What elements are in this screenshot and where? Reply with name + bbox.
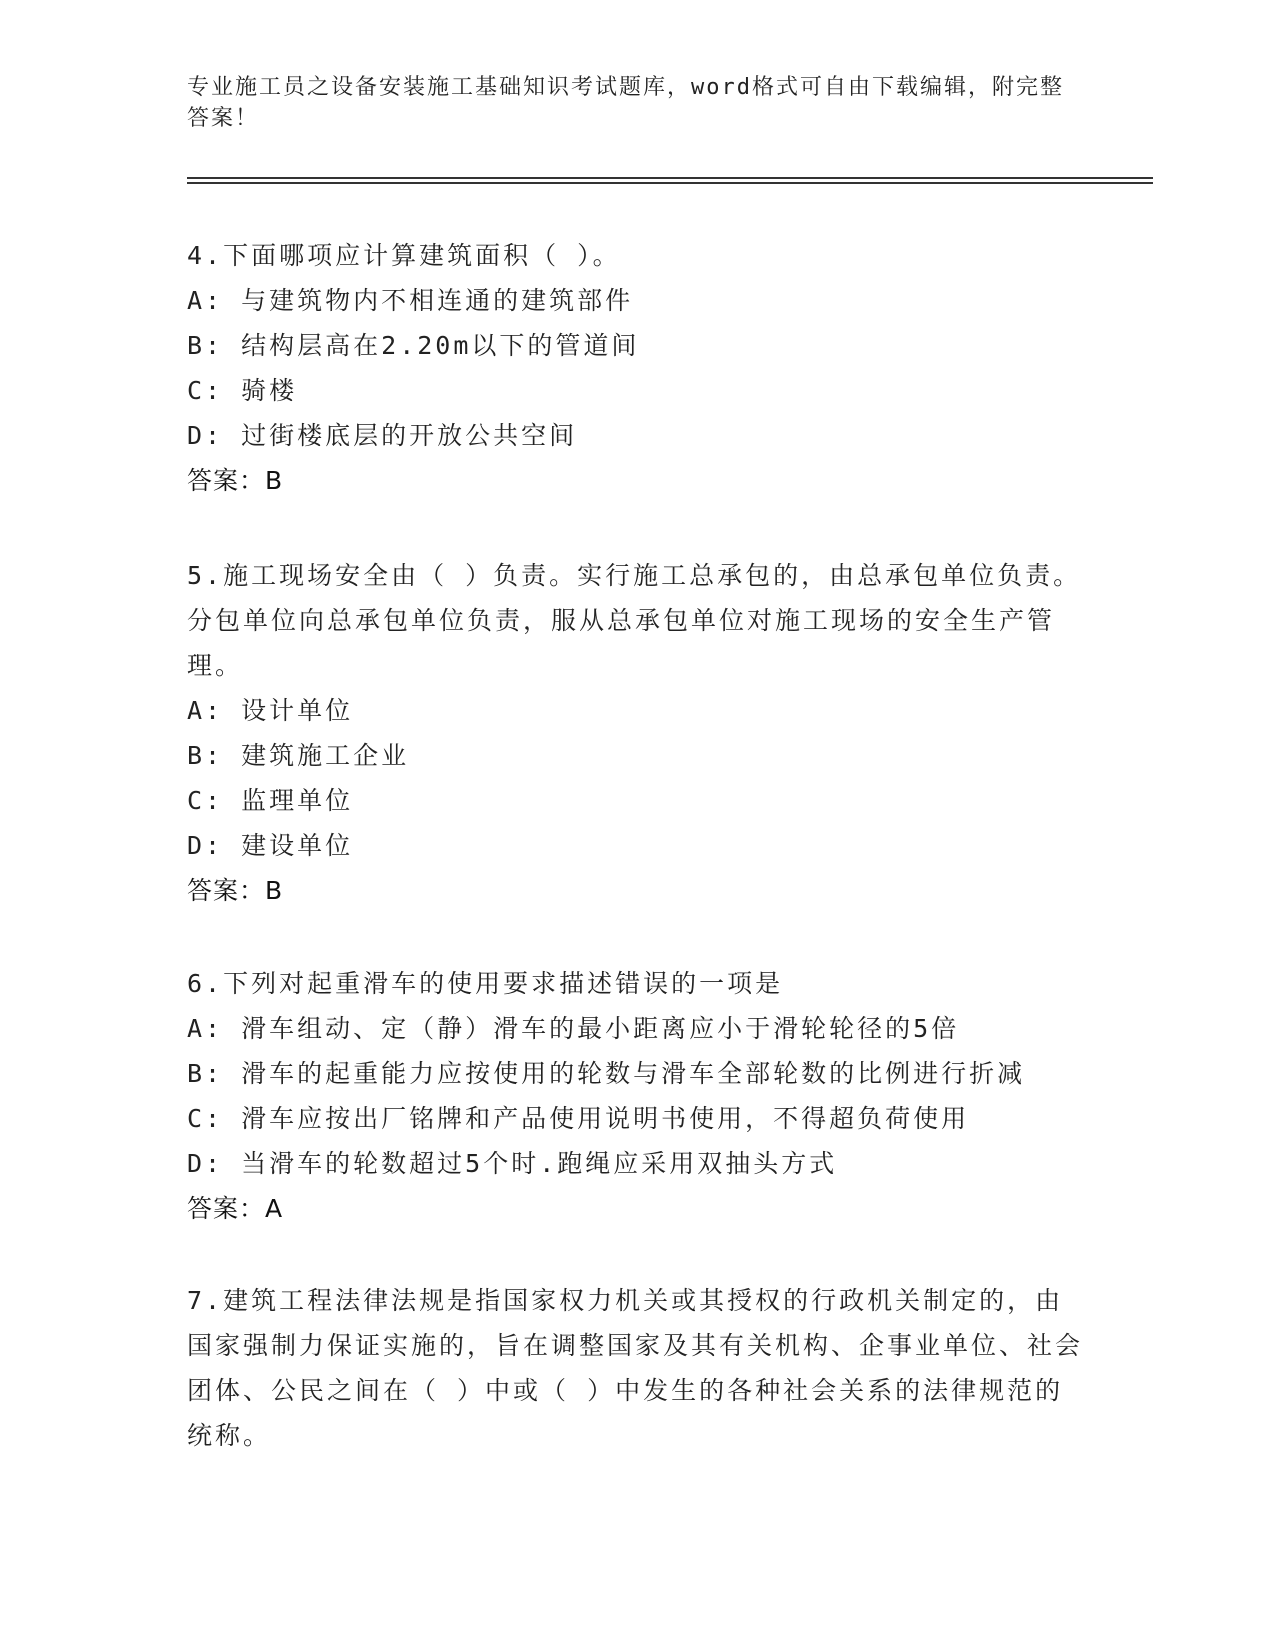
option-b: B: 滑车的起重能力应按使用的轮数与滑车全部轮数的比例进行折减 — [187, 1059, 1026, 1088]
question-5 — [187, 553, 1087, 913]
question-stem: 7.建筑工程法律法规是指国家权力机关或其授权的行政机关制定的，由国家强制力保证实施的，旨在调整国家及其有关机构、企事业单位、社会团体、公民之间在（ ）中或（ ）中发生的各种社会关系的法律规范的统称。 — [187, 1286, 1084, 1450]
question-stem: 4.下面哪项应计算建筑面积（ ）。 — [187, 241, 621, 270]
question-stem: 5.施工现场安全由（ ）负责。实行施工总承包的，由总承包单位负责。分包单位向总承包单位负责，服从总承包单位对施工现场的安全生产管理。 — [187, 561, 1082, 680]
option-b: B: 建筑施工企业 — [187, 741, 410, 770]
question-stem: 6.下列对起重滑车的使用要求描述错误的一项是 — [187, 969, 784, 998]
answer: 答案：A — [187, 1194, 284, 1223]
question-7 — [187, 1278, 1087, 1458]
document-header: 专业施工员之设备安装施工基础知识考试题库，word格式可自由下载编辑，附完整答案！ — [187, 75, 1064, 131]
option-c: C: 骑楼 — [187, 376, 298, 405]
option-d: D: 当滑车的轮数超过5个时.跑绳应采用双抽头方式 — [187, 1149, 838, 1178]
option-a: A: 设计单位 — [187, 696, 354, 725]
question-6 — [187, 961, 1087, 1231]
option-c: C: 监理单位 — [187, 786, 354, 815]
answer: 答案：B — [187, 466, 284, 495]
header-divider-top — [187, 177, 1153, 179]
option-b: B: 结构层高在2.20m以下的管道间 — [187, 331, 640, 360]
header-divider-bottom — [187, 182, 1153, 184]
option-a: A: 滑车组动、定（静）滑车的最小距离应小于滑轮轮径的5倍 — [187, 1014, 960, 1043]
question-4 — [187, 233, 1087, 503]
option-d: D: 过街楼底层的开放公共空间 — [187, 421, 578, 450]
option-d: D: 建设单位 — [187, 831, 354, 860]
option-c: C: 滑车应按出厂铭牌和产品使用说明书使用，不得超负荷使用 — [187, 1104, 970, 1133]
answer: 答案：B — [187, 876, 284, 905]
option-a: A: 与建筑物内不相连通的建筑部件 — [187, 286, 634, 315]
